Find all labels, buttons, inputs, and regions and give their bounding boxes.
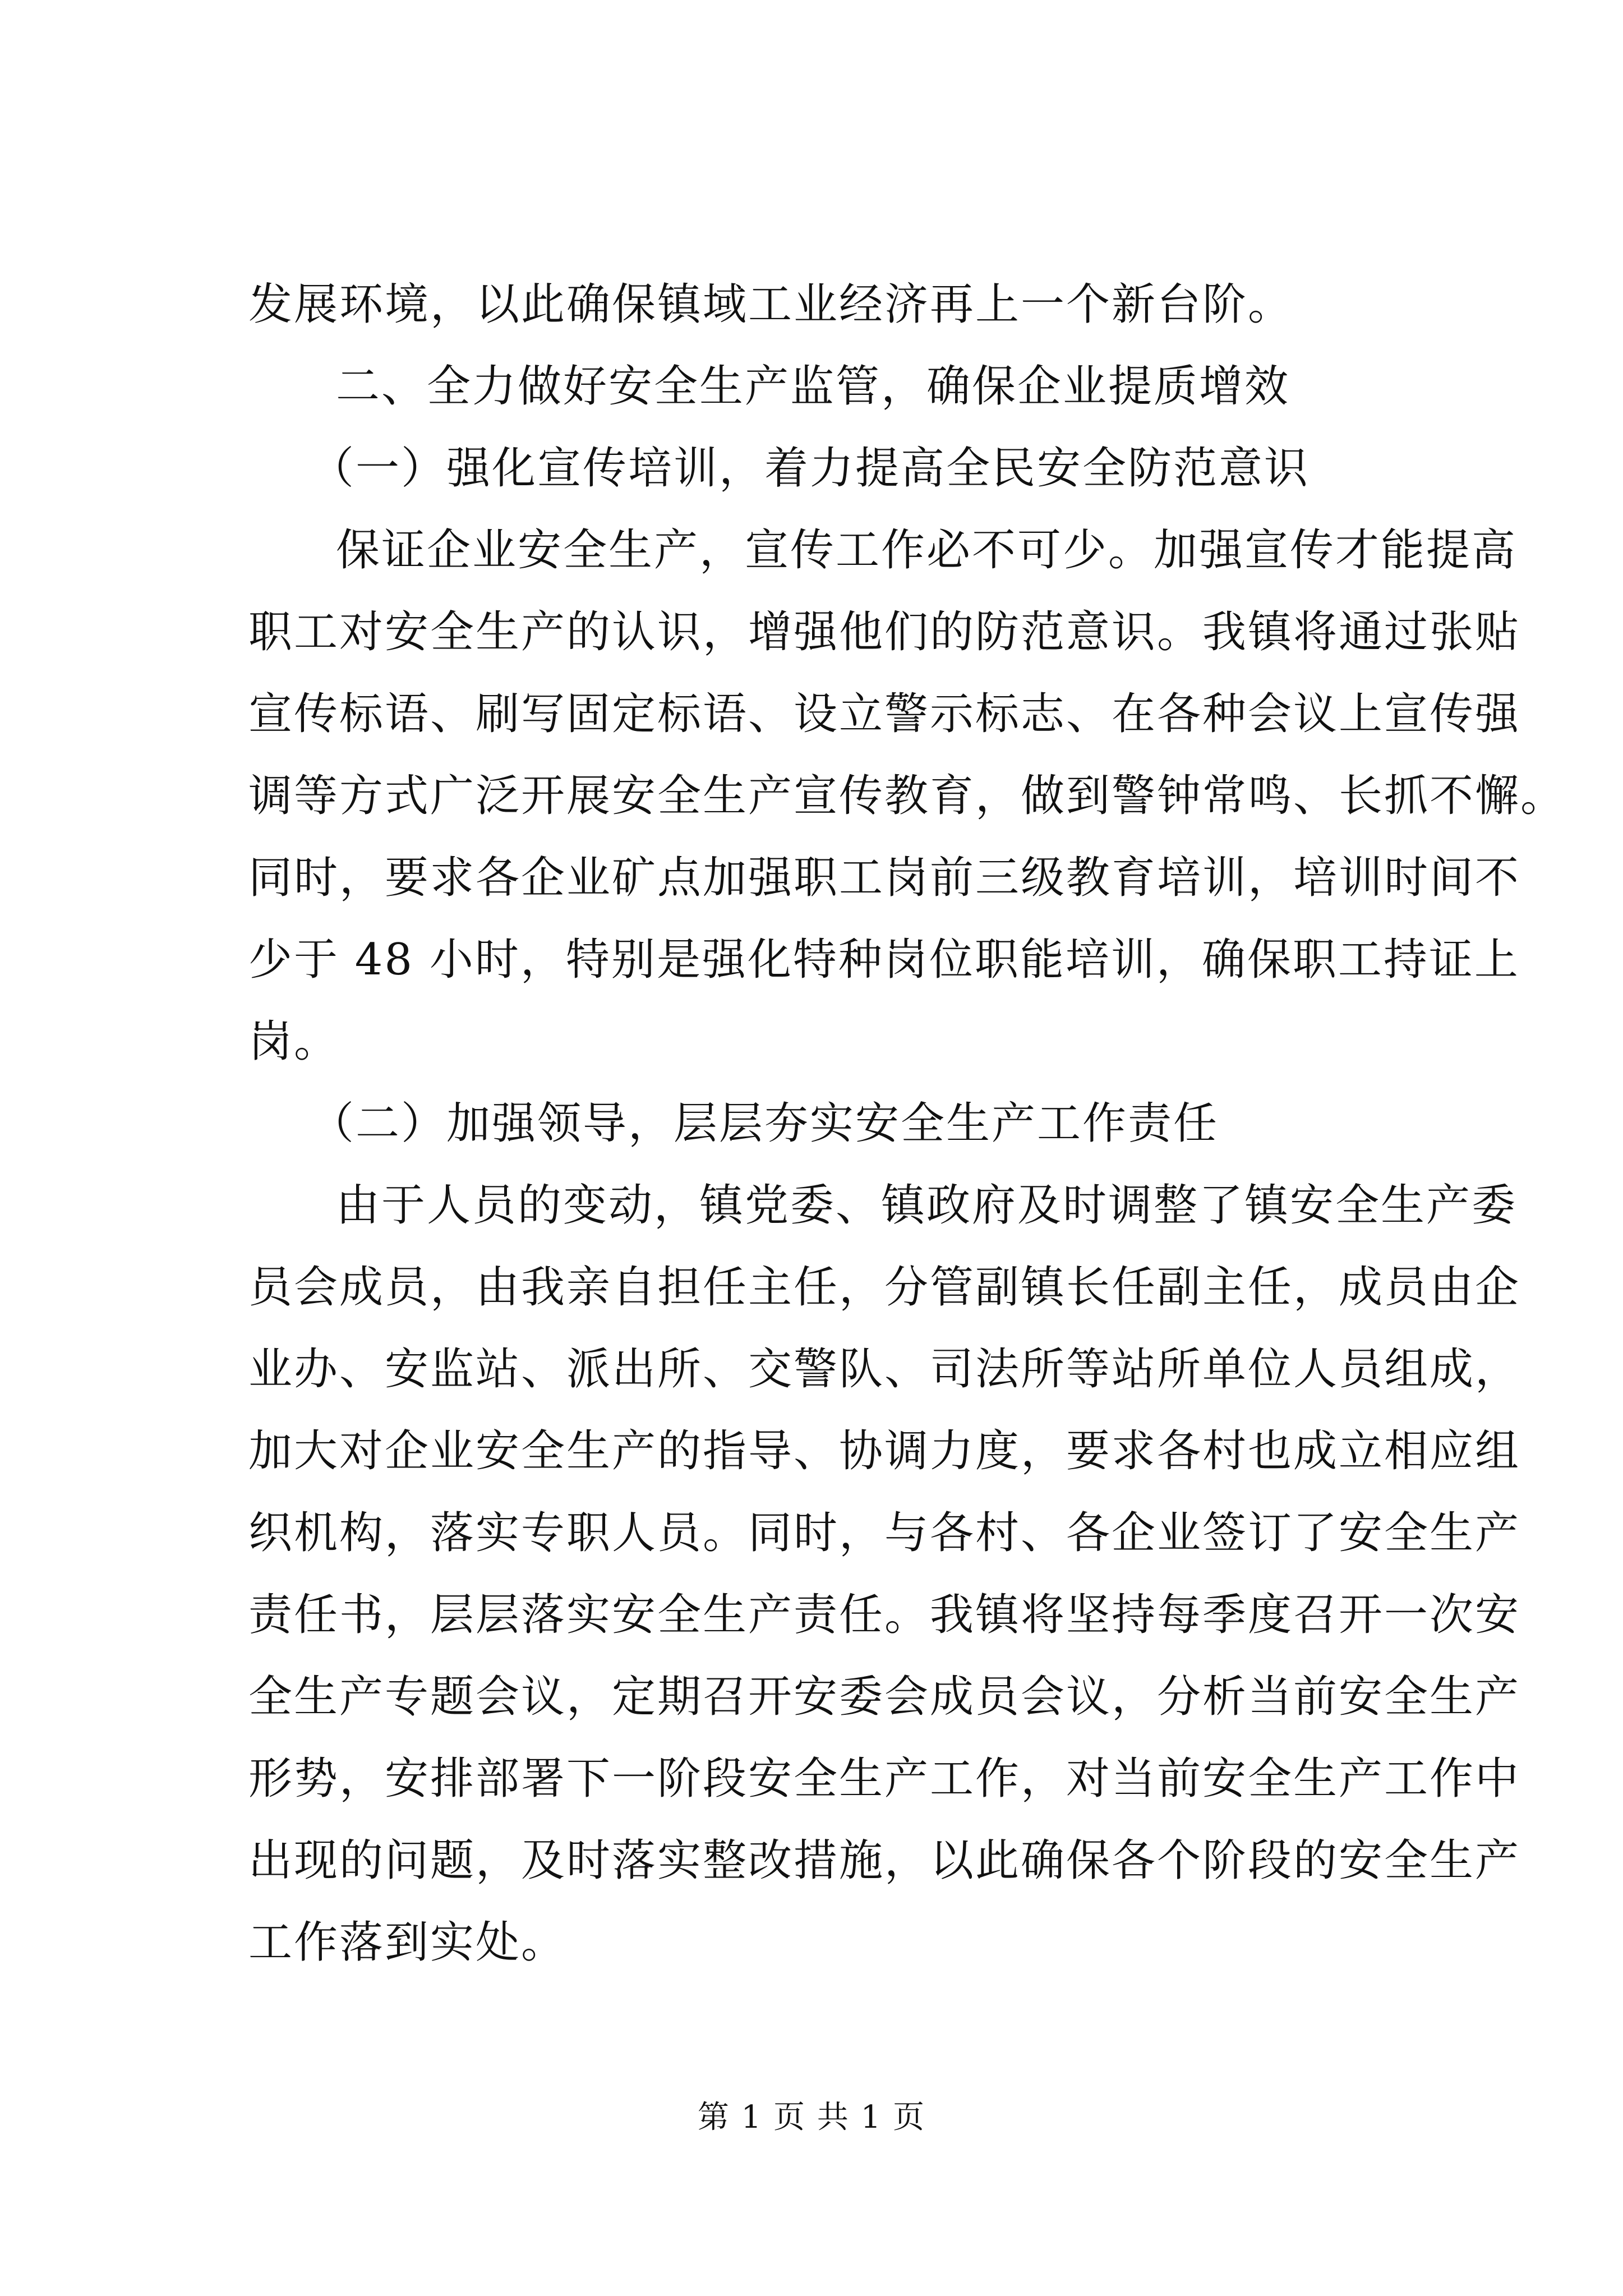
paragraph-line: 责任书，层层落实安全生产责任。我镇将坚持每季度召开一次安 bbox=[248, 1590, 1521, 1640]
paragraph-line: 岗。 bbox=[248, 1016, 340, 1067]
paragraph-line: 形势，安排部署下一阶段安全生产工作，对当前安全生产工作中 bbox=[248, 1754, 1521, 1804]
section-heading: 二、全力做好安全生产监管，确保企业提质增效 bbox=[336, 361, 1290, 412]
paragraph-line: 出现的问题，及时落实整改措施，以此确保各个阶段的安全生产 bbox=[248, 1835, 1521, 1886]
paragraph-line: 调等方式广泛开展安全生产宣传教育，做到警钟常鸣、长抓不懈。 bbox=[248, 771, 1566, 821]
paragraph-line: 织机构，落实专职人员。同时，与各村、各企业签订了安全生产 bbox=[248, 1508, 1521, 1558]
paragraph-line: 同时，要求各企业矿点加强职工岗前三级教育培训，培训时间不 bbox=[248, 853, 1521, 903]
paragraph-line: 员会成员，由我亲自担任主任，分管副镇长任副主任，成员由企 bbox=[248, 1262, 1521, 1313]
paragraph-line: 保证企业安全生产，宣传工作必不可少。加强宣传才能提高 bbox=[336, 525, 1518, 576]
paragraph-line: 加大对企业安全生产的指导、协调力度，要求各村也成立相应组 bbox=[248, 1426, 1521, 1476]
paragraph-line: 业办、安监站、派出所、交警队、司法所等站所单位人员组成， bbox=[248, 1344, 1521, 1395]
paragraph-line: 全生产专题会议，定期召开安委会成员会议，分析当前安全生产 bbox=[248, 1672, 1521, 1722]
paragraph-line: 职工对安全生产的认识，增强他们的防范意识。我镇将通过张贴 bbox=[248, 607, 1521, 657]
text-line: 发展环境，以此确保镇域工业经济再上一个新台阶。 bbox=[248, 279, 1294, 330]
subsection-heading: （二）加强领导，层层夯实安全生产工作责任 bbox=[310, 1098, 1219, 1149]
page-number-footer: 第 1 页 共 1 页 bbox=[697, 2099, 926, 2136]
paragraph-line: 由于人员的变动，镇党委、镇政府及时调整了镇安全生产委 bbox=[336, 1180, 1518, 1231]
paragraph-line: 少于 48 小时，特别是强化特种岗位职能培训，确保职工持证上 bbox=[248, 935, 1520, 985]
document-body bbox=[248, 264, 1566, 1984]
paragraph-line: 工作落到实处。 bbox=[248, 1917, 567, 1968]
paragraph-line: 宣传标语、刷写固定标语、设立警示标志、在各种会议上宣传强 bbox=[248, 689, 1521, 739]
subsection-heading: （一）强化宣传培训，着力提高全民安全防范意识 bbox=[310, 443, 1310, 494]
